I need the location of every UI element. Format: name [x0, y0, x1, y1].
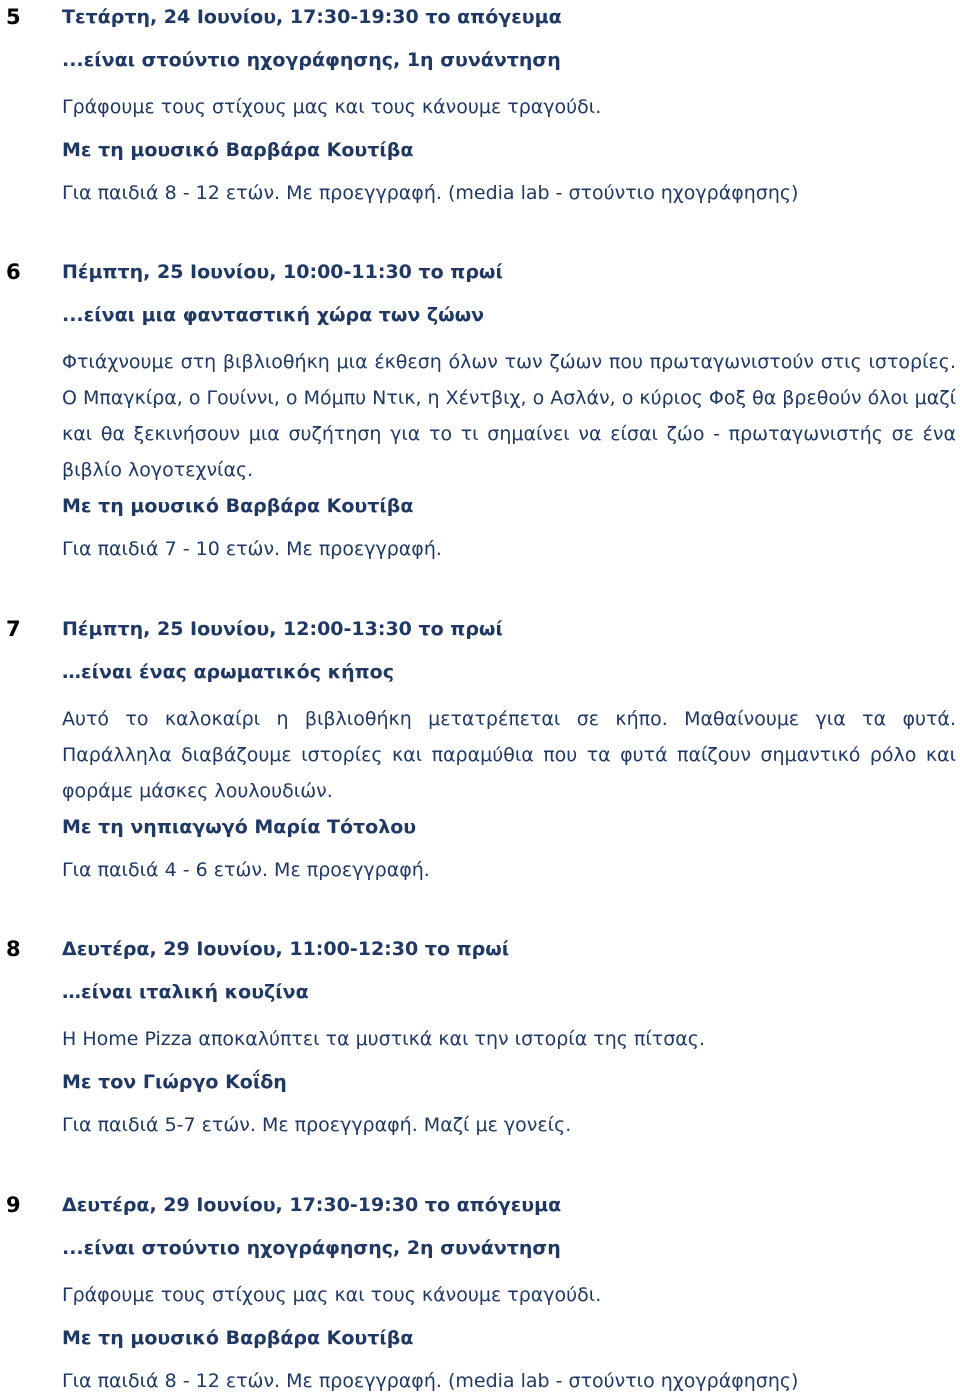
event-age-info: Για παιδιά 8 - 12 ετών. Με προεγγραφή. (media lab - στούντιο ηχογράφησης)	[62, 1370, 799, 1392]
event-date: Πέμπτη, 25 Ιουνίου, 10:00-11:30 το πρωί	[62, 261, 503, 283]
event-date: Πέμπτη, 25 Ιουνίου, 12:00-13:30 το πρωί	[62, 618, 503, 640]
event-age-info: Για παιδιά 8 - 12 ετών. Με προεγγραφή. (media lab - στούντιο ηχογράφησης)	[62, 182, 799, 204]
event-title: …είναι ένας αρωματικός κήπος	[62, 661, 394, 683]
event-description: Φτιάχνουμε στη βιβλιοθήκη μια έκθεση όλων των ζώων που πρωταγωνιστούν στις ιστορίες. Ο Μπαγκίρα, ο Γουίννι, ο Μόμπυ Ντικ, η Χέντβιχ, ο Ασλάν, ο κύριος Φοξ θα βρεθούν όλοι μαζί και θα ξεκινήσουν μια συζήτηση για το τι σημαίνει να είσαι ζώο - πρωταγωνιστής σε ένα βιβλίο λογοτεχνίας.	[62, 351, 956, 481]
event-host: Με τη μουσικό Βαρβάρα Κουτίβα	[62, 139, 414, 161]
event-number: 9	[6, 1193, 21, 1217]
event-description: Η Home Pizza αποκαλύπτει τα μυστικά και την ιστορία της πίτσας.	[62, 1028, 705, 1050]
event-title: …είναι ιταλική κουζίνα	[62, 981, 309, 1003]
event-host: Με τη νηπιαγωγό Μαρία Τότολου	[62, 816, 417, 838]
event-number: 7	[6, 617, 21, 641]
event-title: ...είναι στούντιο ηχογράφησης, 2η συνάντηση	[62, 1237, 561, 1259]
event-title: ...είναι μια φανταστική χώρα των ζώων	[62, 304, 485, 326]
event-content	[62, 1191, 956, 1399]
event-host: Με τη μουσικό Βαρβάρα Κουτίβα	[62, 495, 414, 517]
event-age-info: Για παιδιά 5-7 ετών. Με προεγγραφή. Μαζί με γονείς.	[62, 1114, 572, 1136]
event-content	[62, 258, 956, 567]
event-date: Τετάρτη, 24 Ιουνίου, 17:30-19:30 το απόγευμα	[62, 6, 562, 28]
event-date: Δευτέρα, 29 Ιουνίου, 17:30-19:30 το απόγευμα	[62, 1194, 562, 1216]
event-description: Γράφουμε τους στίχους μας και τους κάνουμε τραγούδι.	[62, 1284, 602, 1306]
event-date: Δευτέρα, 29 Ιουνίου, 11:00-12:30 το πρωί	[62, 938, 510, 960]
event-content	[62, 935, 956, 1143]
event-age-info: Για παιδιά 7 - 10 ετών. Με προεγγραφή.	[62, 538, 442, 560]
event-host: Με τον Γιώργο Κοΐδη	[62, 1071, 287, 1093]
event-host: Με τη μουσικό Βαρβάρα Κουτίβα	[62, 1327, 414, 1349]
event-content	[62, 3, 956, 211]
event-content	[62, 615, 956, 888]
event-number: 5	[6, 5, 21, 29]
event-title: ...είναι στούντιο ηχογράφησης, 1η συνάντηση	[62, 49, 561, 71]
event-number: 8	[6, 937, 21, 961]
event-number: 6	[6, 260, 21, 284]
event-description: Γράφουμε τους στίχους μας και τους κάνουμε τραγούδι.	[62, 96, 602, 118]
event-age-info: Για παιδιά 4 - 6 ετών. Με προεγγραφή.	[62, 859, 430, 881]
event-description: Αυτό το καλοκαίρι η βιβλιοθήκη μετατρέπεται σε κήπο. Μαθαίνουμε για τα φυτά. Παράλληλα διαβάζουμε ιστορίες και παραμύθια που τα φυτά παίζουν σημαντικό ρόλο και φοράμε μάσκες λουλουδιών.	[62, 708, 956, 802]
